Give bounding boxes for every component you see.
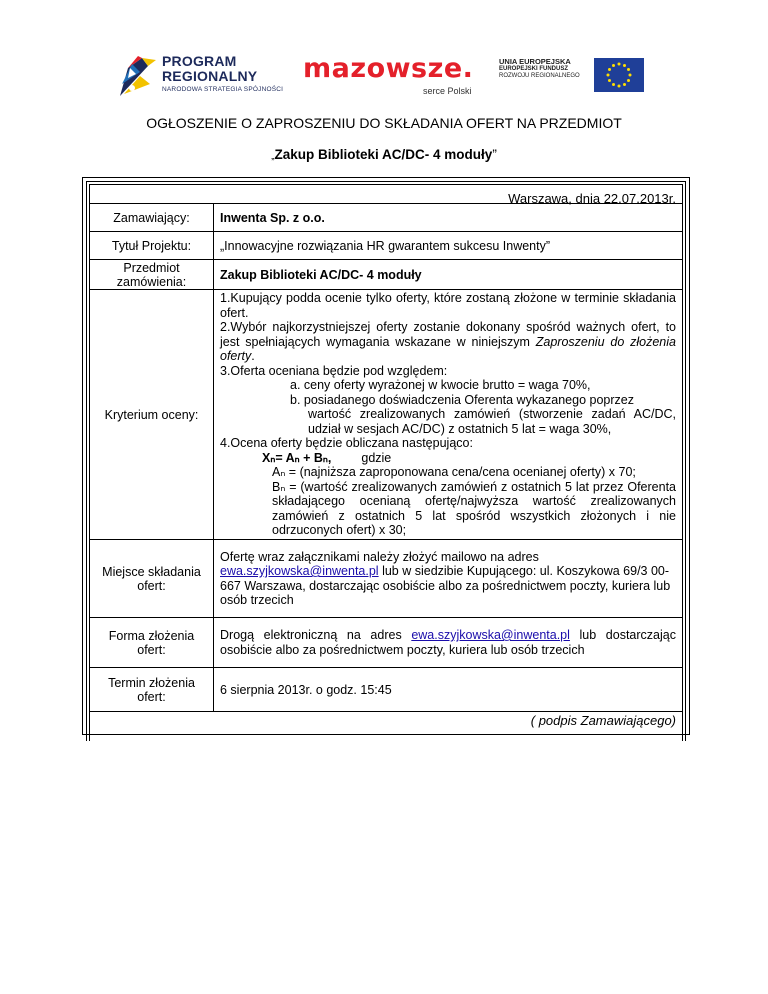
kryterium-p2-c: .	[251, 349, 255, 364]
miejsce-text-2: lub w siedzibie Kupującego: ul. Koszykowa 69/3 00-667 Warszawa, dostarczając osobiście albo za pośrednictwem poczty, kuriera lub osób trzecich	[220, 564, 671, 607]
forma-text-1: Drogą elektroniczną na adres	[220, 628, 412, 642]
forma-label: Forma złożenia ofert:	[90, 618, 214, 668]
zamawiajacy-value: Inwenta Sp. z o.o.	[214, 204, 683, 232]
eu-line1: UNIA EUROPEJSKA	[499, 57, 571, 66]
zamawiajacy-label: Zamawiający:	[90, 204, 214, 232]
forma-email-link[interactable]: ewa.szyjkowska@inwenta.pl	[411, 628, 570, 642]
przedmiot-value: Zakup Biblioteki AC/DC- 4 moduły	[214, 260, 683, 290]
kryterium-an: Aₙ = (najniższa zaproponowana cena/cena ocenianej oferty) x 70;	[272, 465, 636, 480]
subject-open-quote: „	[271, 151, 275, 162]
kryterium-value	[214, 290, 683, 540]
mazowsze-tagline: serce Polski	[423, 86, 472, 96]
table-row	[90, 204, 683, 232]
miejsce-label: Miejsce składania ofert:	[90, 540, 214, 618]
subject-text: Zakup Biblioteki AC/DC- 4 moduły	[274, 147, 493, 162]
miejsce-email-link[interactable]: ewa.szyjkowska@inwenta.pl	[220, 564, 379, 578]
table-row	[90, 540, 683, 618]
offer-table	[89, 203, 683, 712]
program-line1: PROGRAM	[162, 53, 237, 69]
kryterium-p3b-2: wartość zrealizowanych zamówień (stworzenie zadań AC/DC, udział w sesjach AC/DC) z ostatnich 5 lat = waga 30%,	[308, 407, 676, 436]
page-title: OGŁOSZENIE O ZAPROSZENIU DO SKŁADANIA OFERT NA PRZEDMIOT	[146, 115, 622, 131]
termin-label: Termin złożenia ofert:	[90, 668, 214, 712]
program-line2: REGIONALNY	[162, 68, 258, 84]
forma-text-2: lub dostarczając osobiście albo za pośrednictwem poczty, kuriera lub osób trzecich	[220, 628, 676, 657]
subject-title	[0, 147, 768, 162]
mazowsze-wordmark: mazowsze.	[303, 53, 474, 84]
eu-line2: EUROPEJSKI FUNDUSZ	[499, 66, 569, 72]
termin-value: 6 sierpnia 2013r. o godz. 15:45	[214, 668, 683, 712]
program-line3: NARODOWA STRATEGIA SPÓJNOŚCI	[162, 86, 284, 93]
program-regionalny-text	[162, 54, 283, 93]
miejsce-value	[214, 540, 683, 618]
eu-line3: ROZWOJU REGIONALNEGO	[499, 73, 580, 79]
kryterium-formula-line	[220, 451, 676, 466]
kryterium-label: Kryterium oceny:	[90, 290, 214, 540]
table-row	[90, 232, 683, 260]
kryterium-p3: 3.Oferta oceniana będzie pod względem:	[220, 363, 448, 378]
kryterium-p1: 1.Kupujący podda ocenie tylko oferty, które zostaną złożone w terminie składania ofert.	[220, 291, 676, 320]
kryterium-bn: Bₙ = (wartość zrealizowanych zamówień z ostatnich 5 lat przez Oferenta składającego ocenianą ofertę/najwyższa wartość zrealizowanych zamówień z ostatnich 5 lat spośród wszystkich złożonych i nie odrzuconych ofert) x 30;	[272, 479, 676, 538]
tytul-label: Tytuł Projektu:	[90, 232, 214, 260]
kryterium-formula: Xₙ= Aₙ + Bₙ,	[262, 450, 332, 465]
signature-caption: ( podpis Zamawiającego)	[530, 713, 676, 728]
table-row	[90, 260, 683, 290]
kryterium-p2-b: Zaproszeniu do złożenia oferty	[220, 334, 676, 364]
eu-flag-icon	[594, 58, 644, 92]
kryterium-p3a: a. ceny oferty wyrażonej w kwocie brutto = waga 70%,	[290, 378, 591, 393]
forma-value	[214, 618, 683, 668]
kryterium-p3b-1: b. posiadanego doświadczenia Oferenta wykazanego poprzez	[290, 392, 634, 407]
eu-text	[499, 57, 580, 80]
kryterium-p2	[220, 320, 676, 364]
mazowsze-logo	[303, 53, 474, 96]
subject-close-quote: ”	[492, 147, 497, 162]
table-row	[90, 290, 683, 540]
kryterium-p4: 4.Ocena oferty będzie obliczana następująco:	[220, 436, 473, 451]
date-line: Warszawa, dnia 22.07.2013r.	[508, 191, 676, 206]
table-row	[90, 618, 683, 668]
tytul-value: „Innowacyjne rozwiązania HR gwarantem sukcesu Inwenty”	[214, 232, 683, 260]
logo-strip	[0, 48, 768, 108]
miejsce-text-1: Ofertę wraz załącznikami należy złożyć mailowo na adres	[220, 549, 539, 564]
kryterium-gdzie: gdzie	[361, 450, 392, 465]
kryterium-p2-a: 2.Wybór najkorzystniejszej oferty zostanie dokonany spośród ważnych ofert, to jest spełniających wymagania wskazane w niniejszym	[220, 320, 676, 349]
program-regionalny-logo-icon	[118, 54, 158, 98]
przedmiot-label: Przedmiot zamówienia:	[90, 260, 214, 290]
